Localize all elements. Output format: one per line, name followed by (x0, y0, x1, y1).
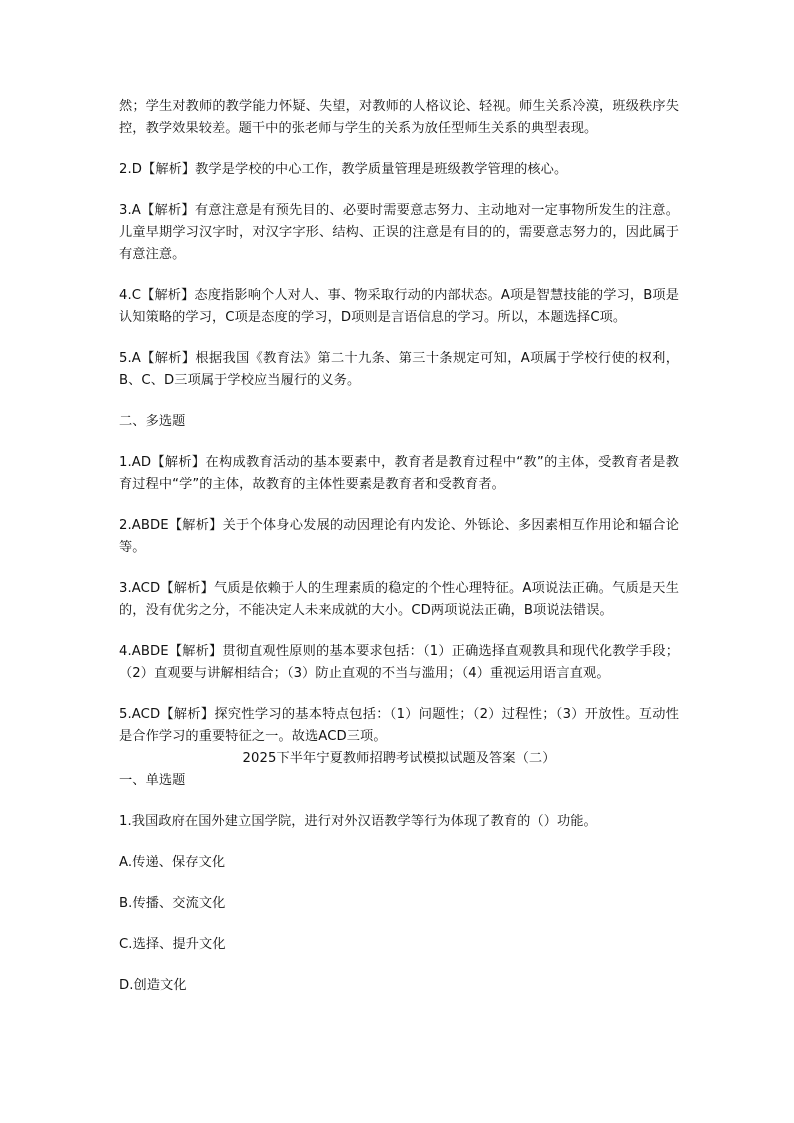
document-title: 2025下半年宁夏教师招聘考试模拟试题及答案（二） (242, 751, 556, 766)
question-1: 1.我国政府在国外建立国学院，进行对外汉语教学等行为体现了教育的（）功能。 (119, 814, 597, 829)
multi-answer-paragraph-3: 3.ACD【解析】气质是依赖于人的生理素质的稳定的个性心理特征。A项说法正确。气质是天生的，没有优劣之分，不能决定人未来成就的大小。CD两项说法正确，B项说法错误。 (119, 581, 679, 618)
section-heading-multiple-choice: 二、多选题 (119, 414, 186, 429)
multi-answer-paragraph-2: 2.ABDE【解析】关于个体身心发展的动因理论有内发论、外铄论、多因素相互作用论和辐合论等。 (119, 518, 679, 555)
multi-answer-paragraph-4: 4.ABDE【解析】贯彻直观性原则的基本要求包括：（1）正确选择直观教具和现代化教学手段；（2）直观要与讲解相结合；（3）防止直观的不当与滥用；（4）重视运用语言直观。 (119, 644, 679, 681)
option-d: D.创造文化 (119, 978, 187, 993)
option-a: A.传递、保存文化 (119, 855, 226, 870)
answer-paragraph-3: 3.A【解析】有意注意是有预先目的、必要时需要意志努力、主动地对一定事物所发生的注意。儿童早期学习汉字时，对汉字字形、结构、正误的注意是有目的的，需要意志努力的，因此属于有意注意。 (119, 203, 679, 262)
answer-paragraph-5: 5.A【解析】根据我国《教育法》第二十九条、第三十条规定可知，A项属于学校行使的权利，B、C、D三项属于学校应当履行的义务。 (119, 351, 679, 388)
option-b: B.传播、交流文化 (119, 896, 226, 911)
multi-answer-paragraph-1: 1.AD【解析】在构成教育活动的基本要素中，教育者是教育过程中“教”的主体，受教育者是教育过程中“学”的主体，故教育的主体性要素是教育者和受教育者。 (119, 455, 679, 492)
option-c: C.选择、提升文化 (119, 937, 226, 952)
section-heading-single-choice: 一、单选题 (119, 773, 186, 788)
multi-answer-paragraph-5: 5.ACD【解析】探究性学习的基本特点包括：（1）问题性；（2）过程性；（3）开放性。互动性是合作学习的重要特征之一。故选ACD三项。 (119, 707, 679, 744)
answer-paragraph-4: 4.C【解析】态度指影响个人对人、事、物采取行动的内部状态。A项是智慧技能的学习，B项是认知策略的学习，C项是态度的学习，D项则是言语信息的学习。所以，本题选择C项。 (119, 288, 679, 325)
answer-paragraph-2: 2.D【解析】教学是学校的中心工作，教学质量管理是班级教学管理的核心。 (119, 162, 568, 177)
answer-paragraph-continued: 然；学生对教师的教学能力怀疑、失望，对教师的人格议论、轻视。师生关系冷漠，班级秩序失控，教学效果较差。题干中的张老师与学生的关系为放任型师生关系的典型表现。 (119, 99, 679, 136)
document-body (119, 96, 679, 1016)
